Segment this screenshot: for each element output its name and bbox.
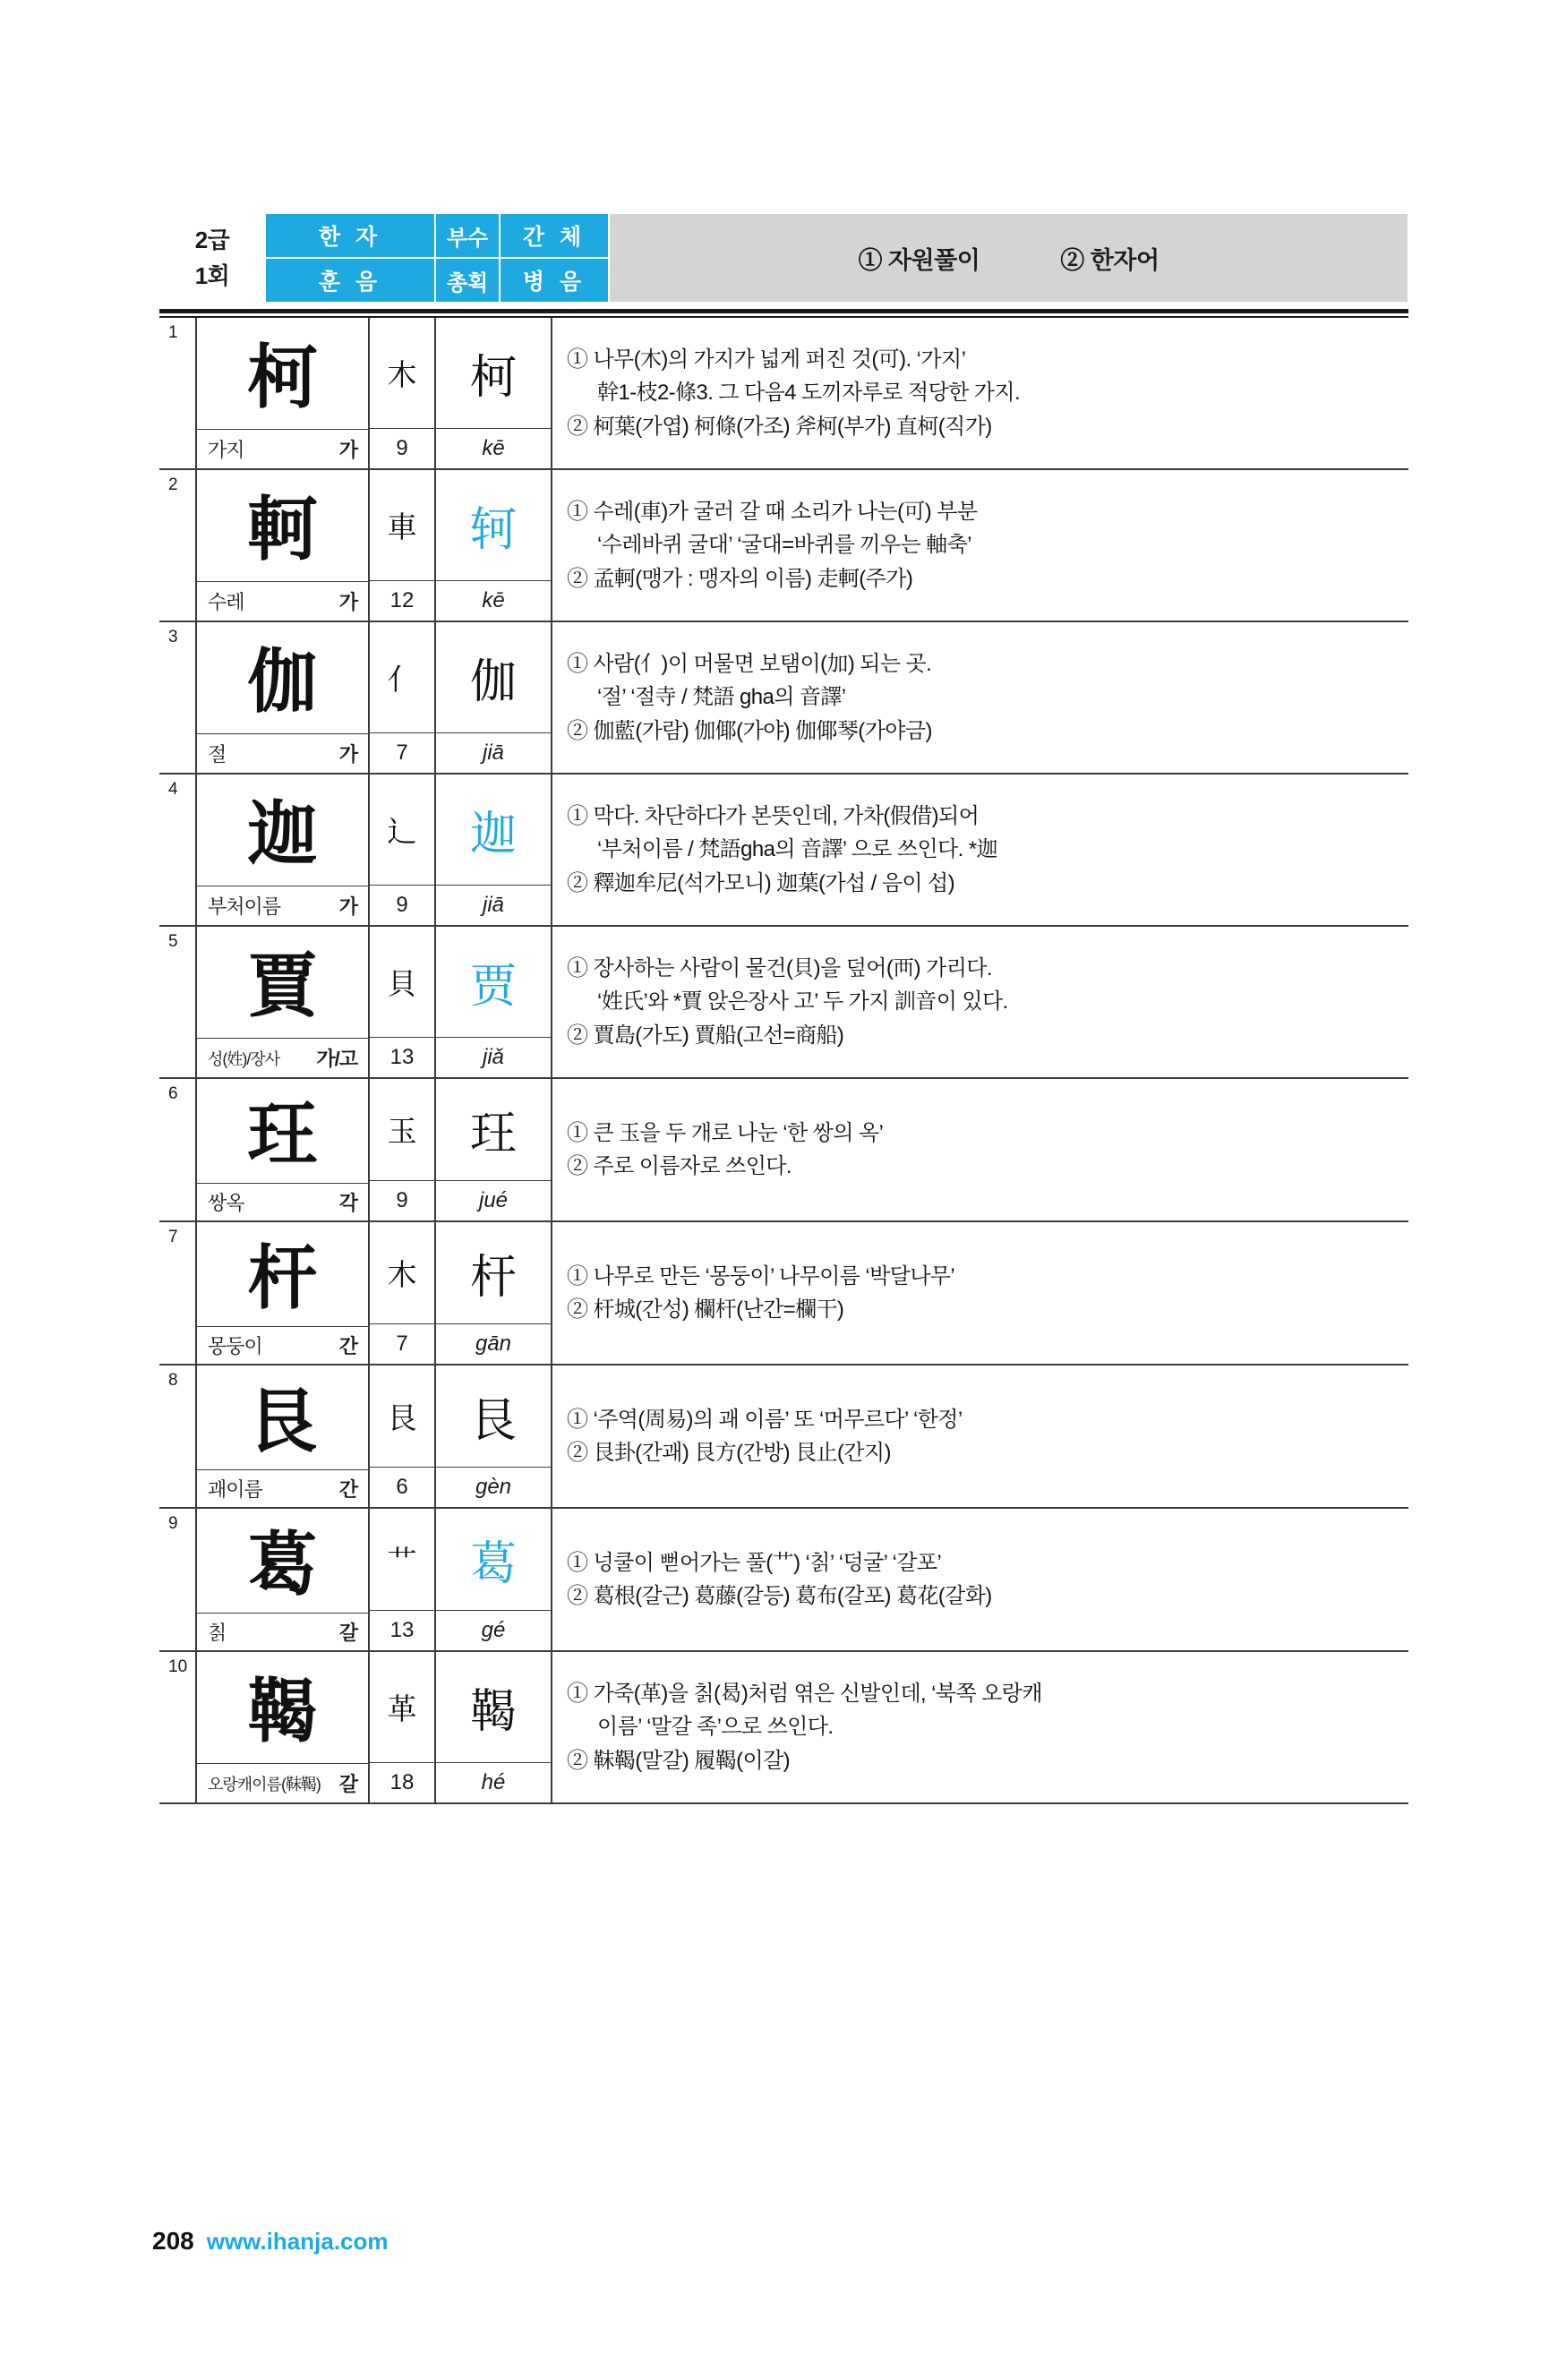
entry-index-value: 7	[168, 1228, 178, 1246]
header-col-busu	[435, 213, 500, 303]
entry-index-value: 9	[168, 1514, 178, 1533]
description-line: ② 주로 이름자로 쓰인다.	[567, 1154, 792, 1178]
pinyin-text: jué	[436, 1180, 551, 1220]
grade-level: 2급	[194, 226, 230, 253]
description-line: ① 나무로 만든 ‘몽둥이’ 나무이름 ‘박달나무’	[567, 1263, 955, 1288]
site-url: www.ihanja.com	[206, 2228, 389, 2255]
header-col-hanja	[265, 213, 435, 303]
table-row	[159, 1222, 1408, 1366]
radical-cell	[370, 927, 436, 1077]
description-line: ② 艮卦(간괘) 艮方(간방) 艮止(간지)	[567, 1441, 891, 1465]
meum-text: 갈	[338, 1773, 357, 1795]
simplified-cell	[436, 1652, 552, 1802]
stroke-count: 9	[370, 428, 434, 468]
hanja-cell	[195, 1079, 370, 1220]
hun-text: 쌍옥	[208, 1192, 244, 1214]
radical-character: 艮	[387, 1400, 417, 1435]
hun-meum-cell	[197, 1469, 368, 1507]
grade-round: 1회	[194, 262, 230, 289]
hanja-character: 迦	[247, 793, 318, 875]
simplified-cell	[436, 927, 552, 1077]
hanja-cell	[195, 1509, 370, 1650]
hun-text: 부처이름	[208, 895, 281, 918]
table-row	[159, 622, 1408, 775]
stroke-count: 18	[370, 1762, 434, 1802]
simplified-character: 伽	[469, 655, 517, 709]
radical-character: 亻	[387, 662, 417, 697]
hanja-character: 賈	[247, 946, 318, 1027]
hanja-cell	[195, 470, 370, 621]
simplified-character: 鞨	[469, 1685, 517, 1739]
entry-index	[159, 622, 195, 773]
table-row	[159, 927, 1408, 1079]
meum-text: 간	[338, 1478, 357, 1501]
simplified-character: 玨	[469, 1108, 517, 1161]
description-cell	[552, 775, 1408, 925]
description-line: ‘절’ ‘절寺 / 梵語 gha의 音譯’	[597, 685, 846, 710]
description-line: ① 가죽(革)을 칡(曷)처럼 엮은 신발인데, ‘북쪽 오랑캐	[567, 1682, 1042, 1707]
stroke-count: 13	[370, 1610, 434, 1650]
stroke-count: 13	[370, 1037, 434, 1077]
description-line: ① ‘주역(周易)의 괘 이름’ 또 ‘머무르다’ ‘한정’	[567, 1407, 963, 1432]
description-line: ① 넝쿨이 뻗어가는 풀(艹) ‘칡’ ‘덩굴’ ‘갈포’	[567, 1550, 942, 1575]
description-line: ② 伽藍(가람) 伽倻(가야) 伽倻琴(가야금)	[567, 718, 932, 743]
entry-index-value: 10	[168, 1657, 188, 1676]
entry-index	[159, 1222, 195, 1364]
hun-text: 칡	[208, 1622, 227, 1644]
entry-index	[159, 318, 195, 468]
entry-index-value: 4	[168, 780, 178, 799]
stroke-count: 7	[370, 1323, 434, 1364]
meum-text: 가	[338, 895, 357, 918]
meum-text: 가	[338, 743, 357, 766]
meum-text: 갈	[338, 1622, 357, 1644]
header-col-description	[609, 213, 1408, 303]
header-label-hanja: 한 자	[265, 213, 435, 258]
hun-text: 오랑캐이름(靺鞨)	[208, 1775, 321, 1794]
header-label-strokes: 총획	[435, 258, 500, 303]
radical-cell	[370, 1366, 436, 1507]
pinyin-text: kē	[436, 580, 551, 621]
header-label-origin: ① 자원풀이	[858, 246, 980, 274]
pinyin-text: gèn	[436, 1467, 551, 1507]
entry-index	[159, 1652, 195, 1802]
table-row	[159, 470, 1408, 622]
meum-text: 가/고	[316, 1048, 357, 1070]
hun-meum-cell	[197, 1038, 368, 1077]
description-line: ‘수레바퀴 굴대’ ‘굴대=바퀴를 끼우는 軸축’	[597, 533, 971, 558]
description-line: 이름’ ‘말갈 족’으로 쓰인다.	[597, 1715, 834, 1740]
hanja-character: 柯	[247, 337, 318, 418]
simplified-character: 杆	[469, 1251, 517, 1305]
description-line: ① 장사하는 사람이 물건(貝)을 덮어(襾) 가리다.	[567, 956, 992, 981]
table-row	[159, 1366, 1408, 1509]
entry-index-value: 1	[168, 323, 178, 342]
simplified-character: 迦	[469, 808, 517, 861]
pinyin-text: gé	[436, 1610, 551, 1650]
pinyin-text: jiā	[436, 885, 551, 925]
description-line: ② 杆城(간성) 欄杆(난간=欄干)	[567, 1297, 844, 1322]
description-cell	[552, 1079, 1408, 1220]
hanja-cell	[195, 775, 370, 925]
meum-text: 간	[338, 1335, 357, 1357]
description-cell	[552, 470, 1408, 621]
radical-character: 玉	[387, 1114, 417, 1149]
description-cell	[552, 1509, 1408, 1650]
simplified-cell	[436, 1509, 552, 1650]
description-line: ‘부처이름 / 梵語gha의 音譯’ 으로 쓰인다. *迦	[597, 837, 997, 862]
hun-meum-cell	[197, 1763, 368, 1802]
entry-index	[159, 1509, 195, 1650]
hanja-cell	[195, 1652, 370, 1802]
entry-index-value: 6	[168, 1084, 178, 1103]
radical-cell	[370, 470, 436, 621]
description-line: ① 나무(木)의 가지가 넓게 퍼진 것(可). ‘가지’	[567, 347, 966, 372]
entry-index	[159, 1079, 195, 1220]
stroke-count: 9	[370, 1180, 434, 1220]
table-row	[159, 1652, 1408, 1804]
radical-cell	[370, 318, 436, 468]
header-label-busu: 부수	[435, 213, 500, 258]
hanja-character: 葛	[247, 1524, 318, 1605]
description-line: 幹1-枝2-條3. 그 다음4 도끼자루로 적당한 가지.	[597, 381, 1021, 406]
meum-text: 가	[338, 439, 357, 461]
hanja-character: 伽	[247, 641, 318, 723]
hanja-character: 軻	[247, 489, 318, 570]
hun-meum-cell	[197, 1326, 368, 1364]
table-row	[159, 1509, 1408, 1652]
entry-index	[159, 927, 195, 1077]
table-row	[159, 775, 1408, 927]
radical-character: 革	[387, 1691, 417, 1726]
simplified-character: 贾	[469, 960, 517, 1014]
description-line: ② 釋迦牟尼(석가모니) 迦葉(가섭 / 음이 섭)	[567, 870, 955, 895]
hun-meum-cell	[197, 886, 368, 925]
stroke-count: 7	[370, 732, 434, 773]
radical-character: 車	[387, 509, 417, 544]
description-line: ① 수레(車)가 굴러 갈 때 소리가 나는(可) 부분	[567, 500, 978, 525]
simplified-cell	[436, 1366, 552, 1507]
hanja-cell	[195, 927, 370, 1077]
entry-index-value: 5	[168, 932, 178, 951]
radical-character: 貝	[387, 966, 417, 1001]
hanja-cell	[195, 1222, 370, 1364]
hun-meum-cell	[197, 1613, 368, 1650]
entry-index	[159, 1366, 195, 1507]
footer	[152, 2227, 388, 2256]
simplified-cell	[436, 1222, 552, 1364]
simplified-cell	[436, 1079, 552, 1220]
table-header	[159, 213, 1408, 303]
hun-text: 수레	[208, 591, 244, 613]
stroke-count: 6	[370, 1467, 434, 1507]
description-line: ‘姓氏’와 *賈 앉은장사 고’ 두 가지 訓音이 있다.	[597, 989, 1008, 1014]
description-cell	[552, 1222, 1408, 1364]
radical-character: 艹	[387, 1544, 417, 1579]
meum-text: 각	[338, 1192, 357, 1214]
hun-text: 가지	[208, 439, 244, 461]
description-cell	[552, 1652, 1408, 1802]
description-line: ② 賈島(가도) 賈船(고선=商船)	[567, 1023, 844, 1048]
description-line: ② 靺鞨(말갈) 履鞨(이갈)	[567, 1748, 791, 1773]
radical-character: 辶	[387, 814, 417, 849]
description-line: ② 柯葉(가엽) 柯條(가조) 斧柯(부가) 直柯(직가)	[567, 414, 992, 439]
hanja-cell	[195, 622, 370, 773]
radical-cell	[370, 1509, 436, 1650]
description-line: ① 사람(亻)이 머물면 보탬이(加) 되는 곳.	[567, 652, 932, 677]
header-col-ganche	[500, 213, 609, 303]
pinyin-text: hé	[436, 1762, 551, 1802]
entry-index	[159, 775, 195, 925]
table-row	[159, 1079, 1408, 1222]
header-label-words: ② 한자어	[1060, 246, 1160, 274]
entry-index-value: 8	[168, 1371, 178, 1390]
hanja-character: 艮	[247, 1381, 318, 1462]
description-cell	[552, 1366, 1408, 1507]
hun-meum-cell	[197, 429, 368, 468]
radical-cell	[370, 1222, 436, 1364]
header-label-ganche: 간 체	[500, 213, 609, 258]
hanja-cell	[195, 318, 370, 468]
header-label-pinyin: 병 음	[500, 258, 609, 303]
description-line: ① 큰 玉을 두 개로 나눈 ‘한 쌍의 옥’	[567, 1120, 884, 1145]
pinyin-text: gān	[436, 1323, 551, 1364]
entry-index	[159, 470, 195, 621]
table-row	[159, 318, 1408, 470]
radical-cell	[370, 1079, 436, 1220]
page-number: 208	[152, 2227, 194, 2255]
stroke-count: 9	[370, 885, 434, 925]
hun-text: 괘이름	[208, 1478, 262, 1501]
grade-cell	[159, 213, 265, 303]
radical-cell	[370, 622, 436, 773]
description-line: ② 孟軻(맹가 : 맹자의 이름) 走軻(주가)	[567, 566, 913, 591]
pinyin-text: jiǎ	[436, 1037, 551, 1077]
description-cell	[552, 622, 1408, 773]
pinyin-text: kē	[436, 428, 551, 468]
simplified-cell	[436, 470, 552, 621]
meum-text: 가	[338, 591, 357, 613]
header-label-hunmeum: 훈 음	[265, 258, 435, 303]
hanja-character: 杆	[247, 1237, 318, 1319]
simplified-character: 艮	[469, 1394, 517, 1448]
simplified-character: 柯	[469, 351, 517, 405]
hanja-cell	[195, 1366, 370, 1507]
hanja-character: 玨	[247, 1094, 318, 1176]
hun-meum-cell	[197, 733, 368, 773]
hun-meum-cell	[197, 581, 368, 621]
entry-index-value: 3	[168, 628, 178, 646]
simplified-cell	[436, 622, 552, 773]
description-line: ① 막다. 차단하다가 본뜻인데, 가차(假借)되어	[567, 804, 980, 829]
radical-character: 木	[387, 357, 417, 392]
radical-cell	[370, 775, 436, 925]
description-cell	[552, 927, 1408, 1077]
description-line: ② 葛根(갈근) 葛藤(갈등) 葛布(갈포) 葛花(갈화)	[567, 1584, 992, 1608]
header-rule-thick	[159, 309, 1408, 313]
simplified-character: 葛	[469, 1537, 517, 1591]
simplified-cell	[436, 318, 552, 468]
simplified-character: 轲	[469, 503, 517, 557]
stroke-count: 12	[370, 580, 434, 621]
hanja-table	[159, 213, 1408, 1804]
hanja-character: 鞨	[247, 1671, 318, 1752]
entry-list	[159, 318, 1408, 1804]
pinyin-text: jiā	[436, 732, 551, 773]
description-cell	[552, 318, 1408, 468]
radical-cell	[370, 1652, 436, 1802]
hun-meum-cell	[197, 1183, 368, 1220]
hun-text: 성(姓)/장사	[208, 1049, 280, 1068]
hun-text: 몽둥이	[208, 1335, 262, 1357]
radical-character: 木	[387, 1257, 417, 1292]
hun-text: 절	[208, 743, 227, 766]
simplified-cell	[436, 775, 552, 925]
entry-index-value: 2	[168, 475, 178, 494]
